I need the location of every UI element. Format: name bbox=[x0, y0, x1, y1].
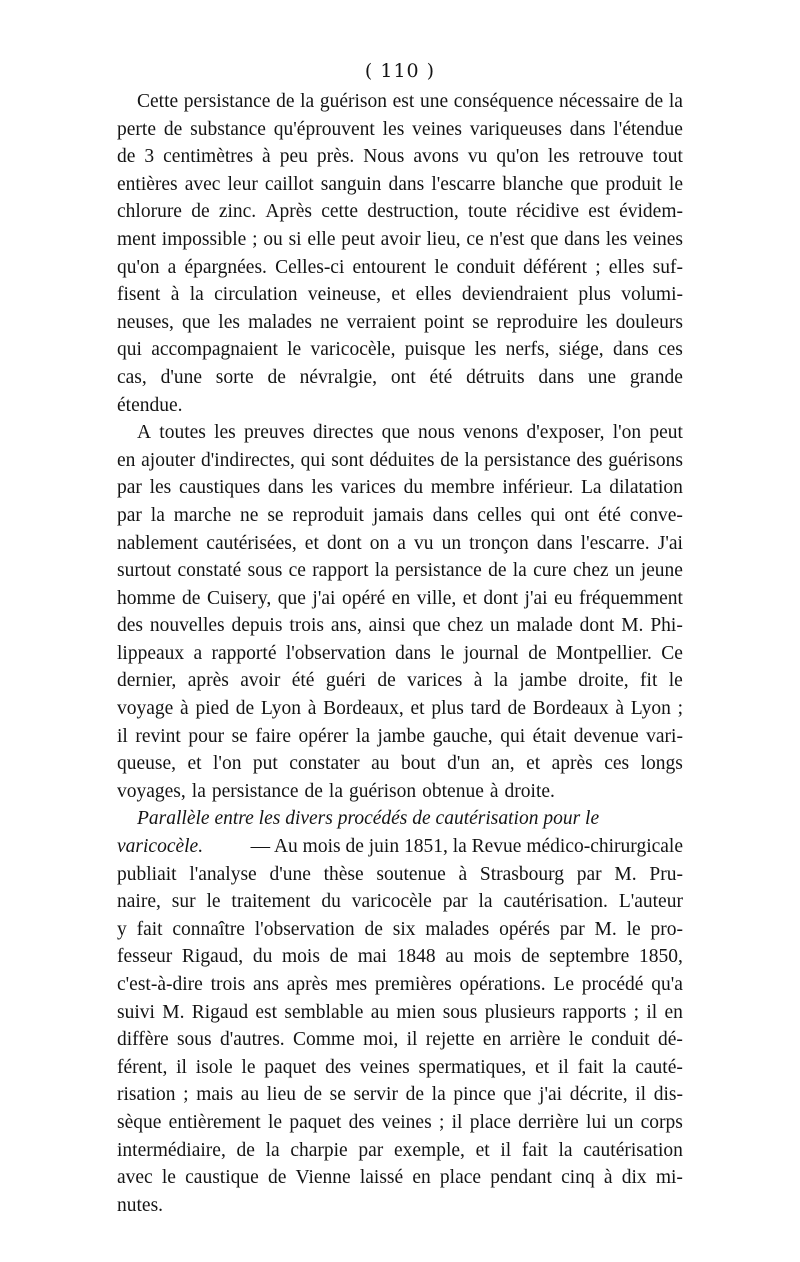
body-text bbox=[117, 88, 683, 1219]
page-number: ( 110 ) bbox=[364, 60, 436, 82]
text-line: suivi M. Rigaud est semblable au mien sous plusieurs rapports ; il en bbox=[117, 1001, 683, 1023]
text-line: Cette persistance de la guérison est une conséquence nécessaire de la bbox=[137, 91, 683, 112]
text-line: sèque entièrement le paquet des veines ; il place derrière lui un corps bbox=[117, 1111, 683, 1133]
section-heading-part-2: varicocèle. bbox=[117, 836, 204, 858]
text-line: par les caustiques dans les varices du membre inférieur. La dilatation bbox=[117, 477, 683, 499]
text-line: fisent à la circulation veineuse, et elles deviendraient plus volumi- bbox=[117, 284, 683, 306]
text-line: des nouvelles depuis trois ans, ainsi que chez un malade dont M. Phi- bbox=[117, 615, 683, 637]
paragraph-1 bbox=[117, 88, 683, 419]
text-line: fesseur Rigaud, du mois de mai 1848 au mois de septembre 1850, bbox=[117, 946, 683, 968]
text-line: étendue. bbox=[117, 394, 183, 416]
text-line: nutes. bbox=[117, 1194, 164, 1216]
text-line: nablement cautérisées, et dont on a vu un tronçon dans l'escarre. J'ai bbox=[117, 532, 683, 554]
text-line: qu'on a épargnées. Celles-ci entourent le conduit déférent ; elles suf- bbox=[117, 256, 683, 278]
text-line: voyage à pied de Lyon à Bordeaux, et plus tard de Bordeaux à Lyon ; bbox=[117, 698, 683, 720]
text-line: avec le caustique de Vienne laissé en place pendant cinq à dix mi- bbox=[117, 1167, 683, 1189]
section-heading-part-1: Parallèle entre les divers procédés de cautérisation pour le bbox=[137, 808, 600, 830]
text-line: c'est-à-dire trois ans après mes premières opérations. Le procédé qu'a bbox=[117, 974, 683, 995]
text-line: intermédiaire, de la charpie par exemple, et il fait la cautérisation bbox=[117, 1139, 683, 1161]
text-line: entières avec leur caillot sanguin dans l'escarre blanche que produit le bbox=[117, 173, 683, 195]
text-line: naire, sur le traitement du varicocèle par la cautérisation. L'auteur bbox=[117, 891, 683, 913]
heading-line-2 bbox=[117, 833, 683, 861]
text-line: queuse, et l'on put constater au bout d'un an, et après ces longs bbox=[117, 753, 683, 775]
text-line: voyages, la persistance de la guérison obtenue à droite. bbox=[117, 780, 555, 802]
text-line: homme de Cuisery, que j'ai opéré en ville, et dont j'ai eu fréquemment bbox=[117, 587, 683, 609]
paragraph-2 bbox=[117, 419, 683, 805]
text-line: A toutes les preuves directes que nous venons d'exposer, l'on peut bbox=[137, 422, 683, 444]
text-line: chlorure de zinc. Après cette destruction, toute récidive est évidem- bbox=[117, 201, 683, 223]
heading-line-1 bbox=[117, 805, 683, 833]
text-line: en ajouter d'indirectes, qui sont déduites de la persistance des guérisons bbox=[117, 449, 683, 471]
text-line: ment impossible ; ou si elle peut avoir lieu, ce n'est que dans les veines bbox=[117, 228, 683, 250]
text-line: férent, il isole le paquet des veines spermatiques, et il fait la cauté- bbox=[117, 1056, 683, 1078]
text-line: dernier, après avoir été guéri de varices à la jambe droite, fit le bbox=[117, 670, 683, 692]
paragraph-3 bbox=[117, 805, 683, 1219]
text-line: il revint pour se faire opérer la jambe gauche, qui était devenue vari- bbox=[117, 725, 683, 747]
text-line: de 3 centimètres à peu près. Nous avons vu qu'on les retrouve tout bbox=[117, 146, 683, 168]
text-line: lippeaux a rapporté l'observation dans le journal de Montpellier. Ce bbox=[117, 642, 683, 664]
text-line: cas, d'une sorte de névralgie, ont été détruits dans une grande bbox=[117, 366, 683, 388]
text-line: publiait l'analyse d'une thèse soutenue à Strasbourg par M. Pru- bbox=[117, 863, 683, 885]
text-line: surtout constaté sous ce rapport la persistance de la cure chez un jeune bbox=[117, 560, 683, 582]
text-line: risation ; mais au lieu de se servir de la pince que j'ai décrite, il dis- bbox=[117, 1084, 683, 1106]
text-line: par la marche ne se reproduit jamais dans celles qui ont été conve- bbox=[117, 504, 683, 526]
text-line: y fait connaître l'observation de six malades opérés par M. le pro- bbox=[117, 918, 683, 940]
heading-line-rest: — Au mois de juin 1851, la Revue médico-chirurgicale bbox=[250, 836, 683, 858]
text-line: diffère sous d'autres. Comme moi, il rejette en arrière le conduit dé- bbox=[117, 1029, 683, 1051]
text-line: neuses, que les malades ne verraient point se reproduire les douleurs bbox=[117, 311, 683, 333]
text-line: qui accompagnaient le varicocèle, puisque les nerfs, siége, dans ces bbox=[117, 339, 683, 361]
text-line: perte de substance qu'éprouvent les veines variqueuses dans l'étendue bbox=[117, 118, 683, 140]
